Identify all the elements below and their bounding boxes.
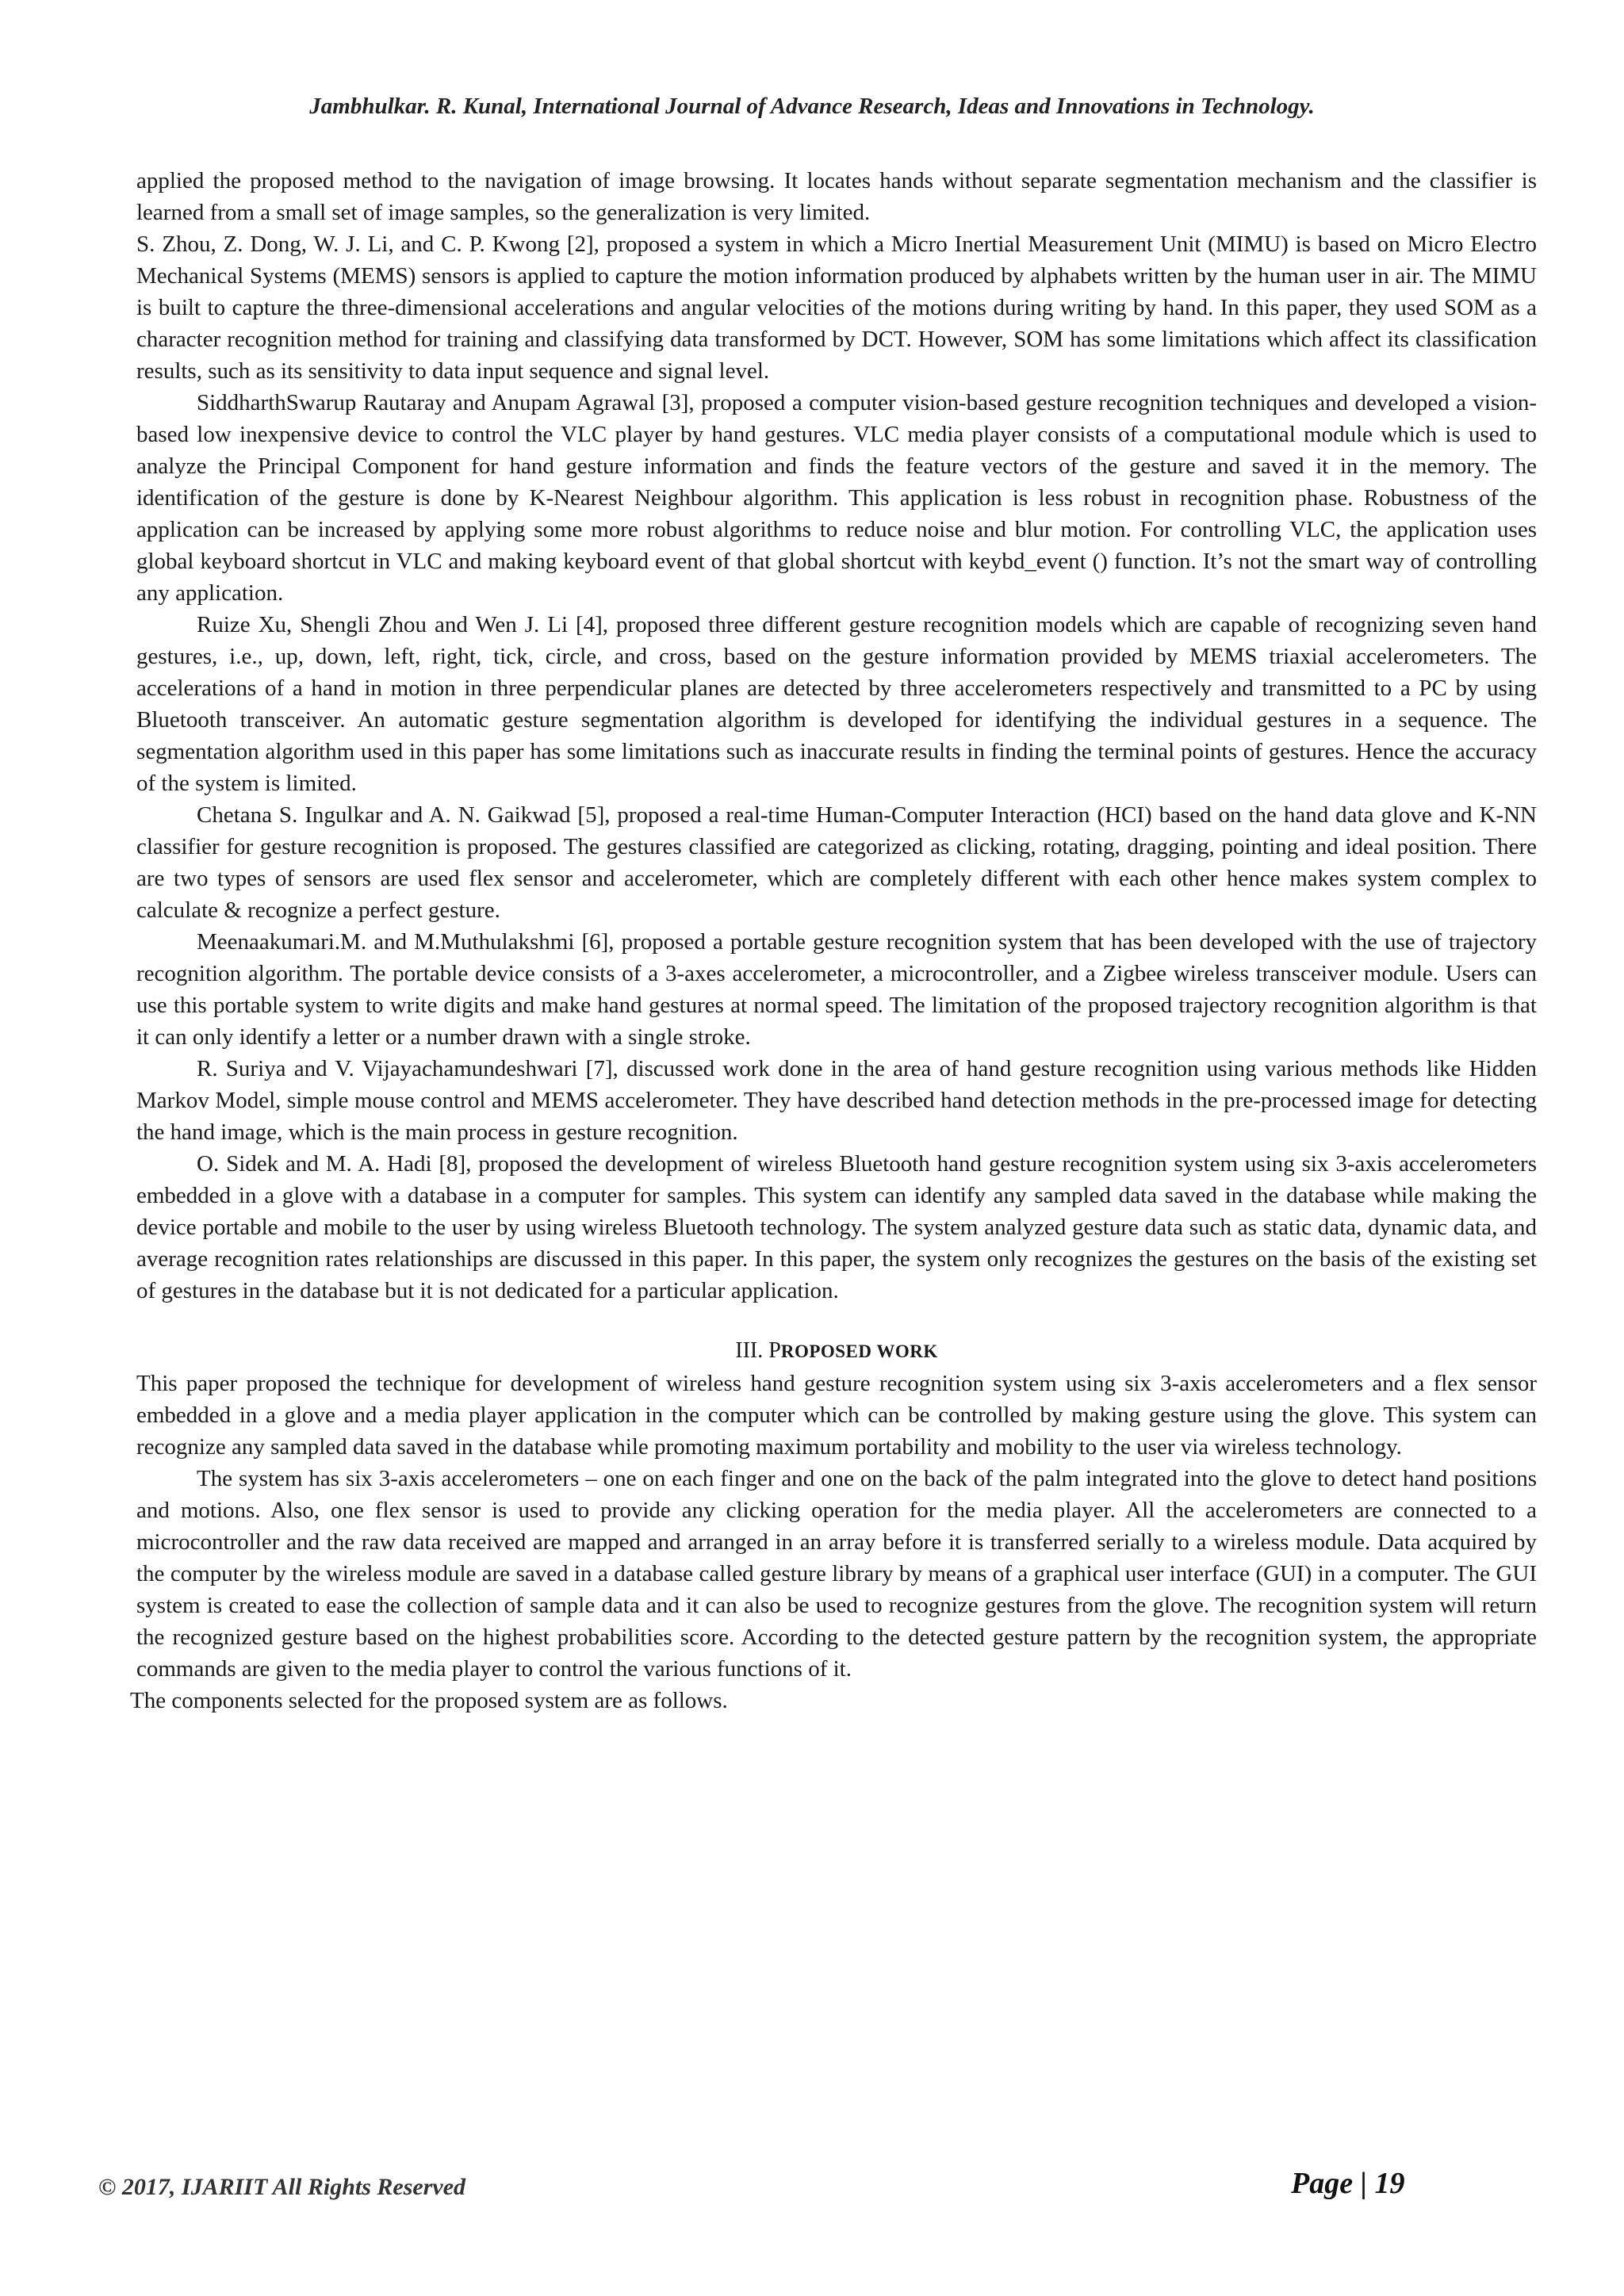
paragraph-meenaakumari: Meenaakumari.M. and M.Muthulakshmi [6], proposed a portable gesture recognition system that has been developed with the use of trajectory recognition algorithm. The portable device consists of a 3-axes accelerometer, a microcontroller, and a Zigbee wireless transceiver module. Users can use this portable system to write digits and make hand gestures at normal speed. The limitation of the proposed trajectory recognition algorithm is that it can only identify a letter or a number drawn with a single stroke. — [136, 929, 1537, 1050]
section-title-rest: ROPOSED WORK — [780, 1341, 938, 1361]
body-text — [130, 165, 1537, 1716]
paragraph-sidek: O. Sidek and M. A. Hadi [8], proposed the development of wireless Bluetooth hand gesture recognition system using six 3-axis accelerometers embedded in a glove with a database in a computer for samples. This system can identify any sampled data saved in the database while making the device portable and mobile to the user by using wireless Bluetooth technology. The system analyzed gesture data such as static data, dynamic data, and average recognition rates relationships are discussed in this paper. In this paper, the system only recognizes the gestures on the basis of the existing set of gestures in the database but it is not dedicated for a particular application. — [136, 1151, 1537, 1303]
section-initial: P — [768, 1338, 781, 1363]
paragraph-rautaray: SiddharthSwarup Rautaray and Anupam Agrawal [3], proposed a computer vision-based gesture recognition techniques and developed a vision-based low inexpensive device to control the VLC player by hand gestures. VLC media player consists of a computational module which is used to analyze the Principal Component for hand gesture information and finds the feature vectors of the gesture and saved it in the memory. The identification of the gesture is done by K-Nearest Neighbour algorithm. This application is less robust in recognition phase. Robustness of the application can be increased by applying some more robust algorithms to reduce noise and blur motion. For controlling VLC, the application uses global keyboard shortcut in VLC and making keyboard event of that global shortcut with keybd_event () function. It’s not the smart way of controlling any application. — [136, 390, 1537, 606]
section-heading — [136, 1335, 1537, 1368]
paragraph-ingulkar: Chetana S. Ingulkar and A. N. Gaikwad [5], proposed a real-time Human-Computer Interaction (HCI) based on the hand data glove and K-NN classifier for gesture recognition is proposed. The gestures classified are categorized as clicking, rotating, dragging, pointing and ideal position. There are two types of sensors are used flex sensor and accelerometer, which are completely different with each other hence makes system complex to calculate & recognize a perfect gesture. — [136, 802, 1537, 923]
paragraph-suriya: R. Suriya and V. Vijayachamundeshwari [7], discussed work done in the area of hand gesture recognition using various methods like Hidden Markov Model, simple mouse control and MEMS accelerometer. They have described hand detection methods in the pre-processed image for detecting the hand image, which is the main process in gesture recognition. — [136, 1056, 1537, 1145]
footer-page-number: Page | 19 — [1291, 2167, 1405, 2200]
paragraph-proposed-intro: This paper proposed the technique for development of wireless hand gesture recognition system using six 3-axis accelerometers and a flex sensor embedded in a glove and a media player application in the computer which can be controlled by making gesture using the glove. This system can recognize any sampled data saved in the database while promoting maximum portability and mobility to the user via wireless technology. — [136, 1371, 1537, 1460]
running-header: Jambhulkar. R. Kunal, International Journal of Advance Research, Ideas and Innovations in Technology. — [309, 94, 1315, 119]
paragraph-system-description: The system has six 3-axis accelerometers – one on each finger and one on the back of the palm integrated into the glove to detect hand positions and motions. Also, one flex sensor is used to provide any clicking operation for the media player. All the accelerometers are connected to a microcontroller and the raw data received are mapped and arranged in an array before it is transferred serially to a wireless module. Data acquired by the computer by the wireless module are saved in a database called gesture library by means of a graphical user interface (GUI) in a computer. The GUI system is created to ease the collection of sample data and it can also be used to recognize gestures from the glove. The recognition system will return the recognized gesture based on the highest probabilities score. According to the detected gesture pattern by the recognition system, the appropriate commands are given to the media player to control the various functions of it. — [136, 1466, 1537, 1682]
footer-copyright: © 2017, IJARIIT All Rights Reserved — [98, 2174, 466, 2200]
section-number: III. — [735, 1338, 769, 1363]
paragraph-components-intro: The components selected for the proposed system are as follows. — [130, 1688, 728, 1713]
paragraph-continuation: applied the proposed method to the navigation of image browsing. It locates hands without separate segmentation mechanism and the classifier is learned from a small set of image samples, so the generalization is very limited. — [136, 168, 1537, 225]
paragraph-zhou: S. Zhou, Z. Dong, W. J. Li, and C. P. Kwong [2], proposed a system in which a Micro Inertial Measurement Unit (MIMU) is based on Micro Electro Mechanical Systems (MEMS) sensors is applied to capture the motion information produced by alphabets written by the human user in air. The MIMU is built to capture the three-dimensional accelerations and angular velocities of the motions during writing by hand. In this paper, they used SOM as a character recognition method for training and classifying data transformed by DCT. However, SOM has some limitations which affect its classification results, such as its sensitivity to data input sequence and signal level. — [136, 232, 1537, 384]
paragraph-xu: Ruize Xu, Shengli Zhou and Wen J. Li [4], proposed three different gesture recognition models which are capable of recognizing seven hand gestures, i.e., up, down, left, right, tick, circle, and cross, based on the gesture information provided by MEMS triaxial accelerometers. The accelerations of a hand in motion in three perpendicular planes are detected by three accelerometers respectively and transmitted to a PC by using Bluetooth transceiver. An automatic gesture segmentation algorithm is developed for identifying the individual gestures in a sequence. The segmentation algorithm used in this paper has some limitations such as inaccurate results in finding the terminal points of gestures. Hence the accuracy of the system is limited. — [136, 612, 1537, 796]
